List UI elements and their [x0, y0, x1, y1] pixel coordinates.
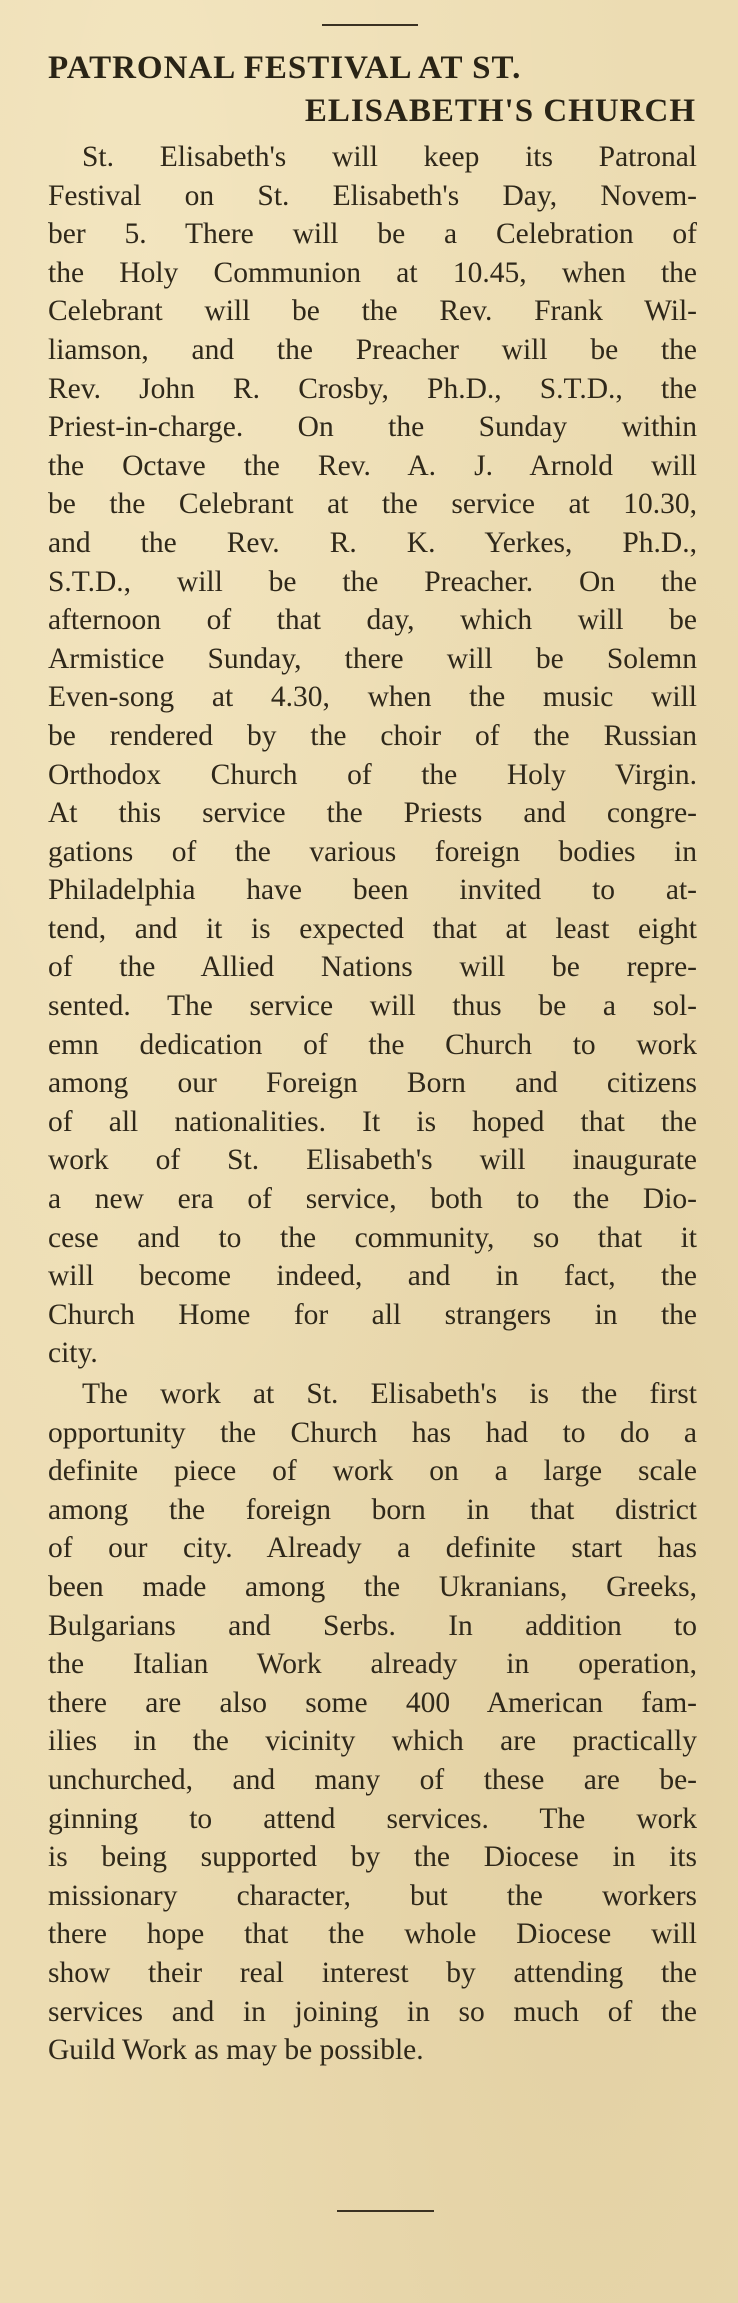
text-line: Celebrant will be the Rev. Frank Wil- [48, 295, 697, 328]
text-line: the Octave the Rev. A. J. Arnold will [48, 449, 697, 482]
text-line: Bulgarians and Serbs. In addition to [48, 1609, 697, 1642]
text-line: Philadelphia have been invited to at- [48, 874, 697, 907]
text-line: gations of the various foreign bodies in [48, 835, 697, 868]
text-line: The work at St. Elisabeth's is the first [82, 1378, 697, 1410]
text-line: be the Celebrant at the service at 10.30, [48, 488, 697, 521]
top-divider-rule [322, 24, 418, 26]
text-line: ginning to attend services. The work [48, 1802, 697, 1835]
text-line: Even-song at 4.30, when the music will [48, 681, 697, 714]
text-line: and the Rev. R. K. Yerkes, Ph.D., [48, 526, 697, 559]
text-line: there are also some 400 American fam- [48, 1686, 697, 1719]
text-line: among the foreign born in that district [48, 1493, 697, 1526]
text-line: Armistice Sunday, there will be Solemn [48, 642, 697, 675]
text-line: the Holy Communion at 10.45, when the [48, 256, 697, 289]
text-line: Orthodox Church of the Holy Virgin. [48, 758, 697, 791]
text-line: cese and to the community, so that it [48, 1221, 697, 1254]
text-line: ber 5. There will be a Celebration of [48, 218, 697, 251]
paragraph-1 [48, 138, 697, 1373]
text-line: of all nationalities. It is hoped that the [48, 1105, 697, 1138]
text-line: St. Elisabeth's will keep its Patronal [82, 141, 697, 173]
text-line: definite piece of work on a large scale [48, 1455, 697, 1488]
text-line: been made among the Ukranians, Greeks, [48, 1570, 697, 1603]
text-line: Rev. John R. Crosby, Ph.D., S.T.D., the [48, 372, 697, 405]
text-line: services and in joining in so much of the [48, 1995, 697, 2028]
text-line: Festival on St. Elisabeth's Day, Novem- [48, 179, 697, 212]
text-line: missionary character, but the workers [48, 1879, 697, 1912]
text-line: work of St. Elisabeth's will inaugurate [48, 1144, 697, 1177]
text-line: Guild Work as may be possible. [48, 2034, 424, 2067]
bottom-divider-rule [337, 2210, 434, 2212]
text-line: afternoon of that day, which will be [48, 604, 697, 637]
text-line: there hope that the whole Diocese will [48, 1918, 697, 1951]
text-line: tend, and it is expected that at least eight [48, 912, 697, 945]
text-line: At this service the Priests and congre- [48, 797, 697, 830]
text-line: be rendered by the choir of the Russian [48, 719, 697, 752]
text-line: city. [48, 1337, 98, 1370]
text-line: S.T.D., will be the Preacher. On the [48, 565, 697, 598]
text-line: ilies in the vicinity which are practically [48, 1725, 697, 1758]
article-heading-line-2: ELISABETH'S CHURCH [304, 93, 696, 129]
text-line: show their real interest by attending the [48, 1956, 697, 1989]
text-line: will become indeed, and in fact, the [48, 1260, 697, 1293]
text-line: emn dedication of the Church to work [48, 1028, 697, 1061]
text-line: among our Foreign Born and citizens [48, 1067, 697, 1100]
article-heading-line-1: PATRONAL FESTIVAL AT ST. [48, 50, 522, 86]
text-line: sented. The service will thus be a sol- [48, 990, 697, 1023]
text-line: Church Home for all strangers in the [48, 1298, 697, 1331]
text-line: Priest-in-charge. On the Sunday within [48, 411, 697, 444]
text-line: of our city. Already a definite start has [48, 1532, 697, 1565]
text-line: is being supported by the Diocese in its [48, 1841, 697, 1874]
text-line: liamson, and the Preacher will be the [48, 333, 697, 366]
text-line: the Italian Work already in operation, [48, 1648, 697, 1681]
article-body [48, 138, 697, 2070]
text-line: of the Allied Nations will be repre- [48, 951, 697, 984]
text-line: a new era of service, both to the Dio- [48, 1183, 697, 1216]
paragraph-2 [48, 1375, 697, 2070]
text-line: opportunity the Church has had to do a [48, 1416, 697, 1449]
text-line: unchurched, and many of these are be- [48, 1763, 697, 1796]
